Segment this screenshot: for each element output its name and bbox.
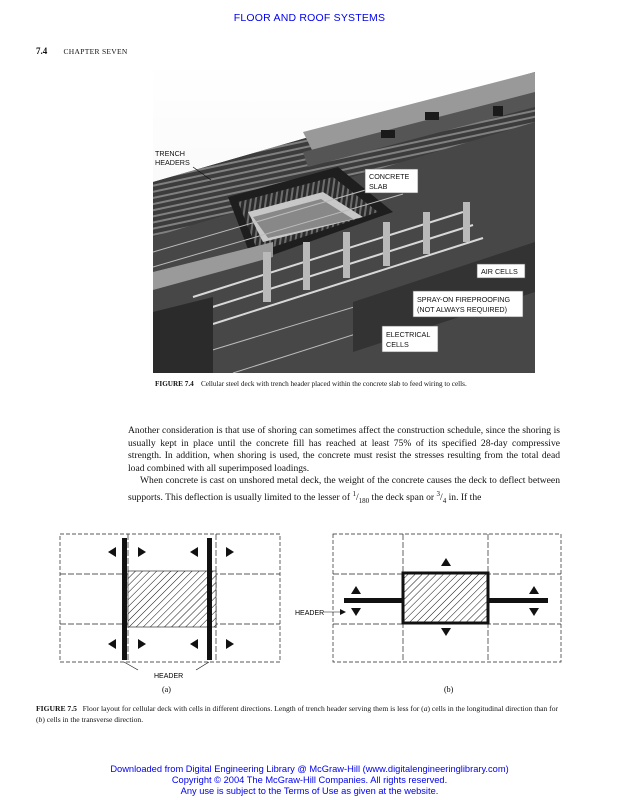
chapter-banner: FLOOR AND ROOF SYSTEMS [233,12,386,24]
paragraph-deflection: When concrete is cast on unshored metal deck, the weight of the concrete causes the deck to deflect between supports. This deflection is usually limited to the lesser of $^1/_{180}$ the deck span or $^3/_4$ in. If the [128,475,560,505]
figure-7-5-diagram [58,528,563,698]
paragraph-shoring: Another consideration is that use of shoring can sometimes affect the construction schedule, since the shoring is usually kept in place until the concrete fill has reached at least 75% of its specified 28-day compressive strength. In addition, when shoring is used, the concrete must resist the stresses resulting from the total dead load combined with all superimposed loadings. [128,425,560,474]
figure-7-4-caption-label: FIGURE 7.4 [155,380,194,388]
figure-7-5-caption: FIGURE 7.5 Floor layout for cellular deck with cells in different directions. Length of trench header serving them is less for (a) cells in the longitudinal direction than for (b) cells in the transverse direction. [36,704,559,724]
label-electrical-cells-2: CELLS [386,340,409,349]
figure-7-5-caption-label: FIGURE 7.5 [36,704,77,713]
label-air-cells: AIR CELLS [481,267,518,276]
label-trench-headers-2: HEADERS [155,158,190,167]
footer-copyright: Copyright © 2004 The McGraw-Hill Companies. All rights reserved. [171,775,448,785]
header-label-b: HEADER [295,610,325,617]
label-concrete-slab-2: SLAB [369,182,388,191]
sub-label-b: (b) [444,685,454,694]
footer-download-link[interactable]: Downloaded from Digital Engineering Library @ McGraw-Hill (www.digitalengineeringlibrary.com) [110,764,509,774]
chapter-title: CHAPTER SEVEN [63,47,128,56]
sub-label-a: (a) [162,685,171,694]
label-trench-headers-1: TRENCH [155,149,185,158]
running-head [36,46,128,56]
footer-terms-link[interactable]: Any use is subject to the Terms of Use as given at the website. [180,786,439,796]
figure-7-4-caption-text: Cellular steel deck with trench header placed within the concrete slab to feed wiring to cells. [200,380,467,388]
download-footer [0,764,619,797]
page-number: 7.4 [36,46,48,56]
label-fireproofing-2: (NOT ALWAYS REQUIRED) [417,305,507,314]
label-fireproofing-1: SPRAY-ON FIREPROOFING [417,295,511,304]
body-text [128,425,560,507]
figure-7-4-photo [153,62,535,373]
label-concrete-slab-1: CONCRETE [369,172,410,181]
header-label-a: HEADER [154,673,184,680]
figure-7-4-caption [155,380,575,388]
label-electrical-cells-1: ELECTRICAL [386,330,431,339]
